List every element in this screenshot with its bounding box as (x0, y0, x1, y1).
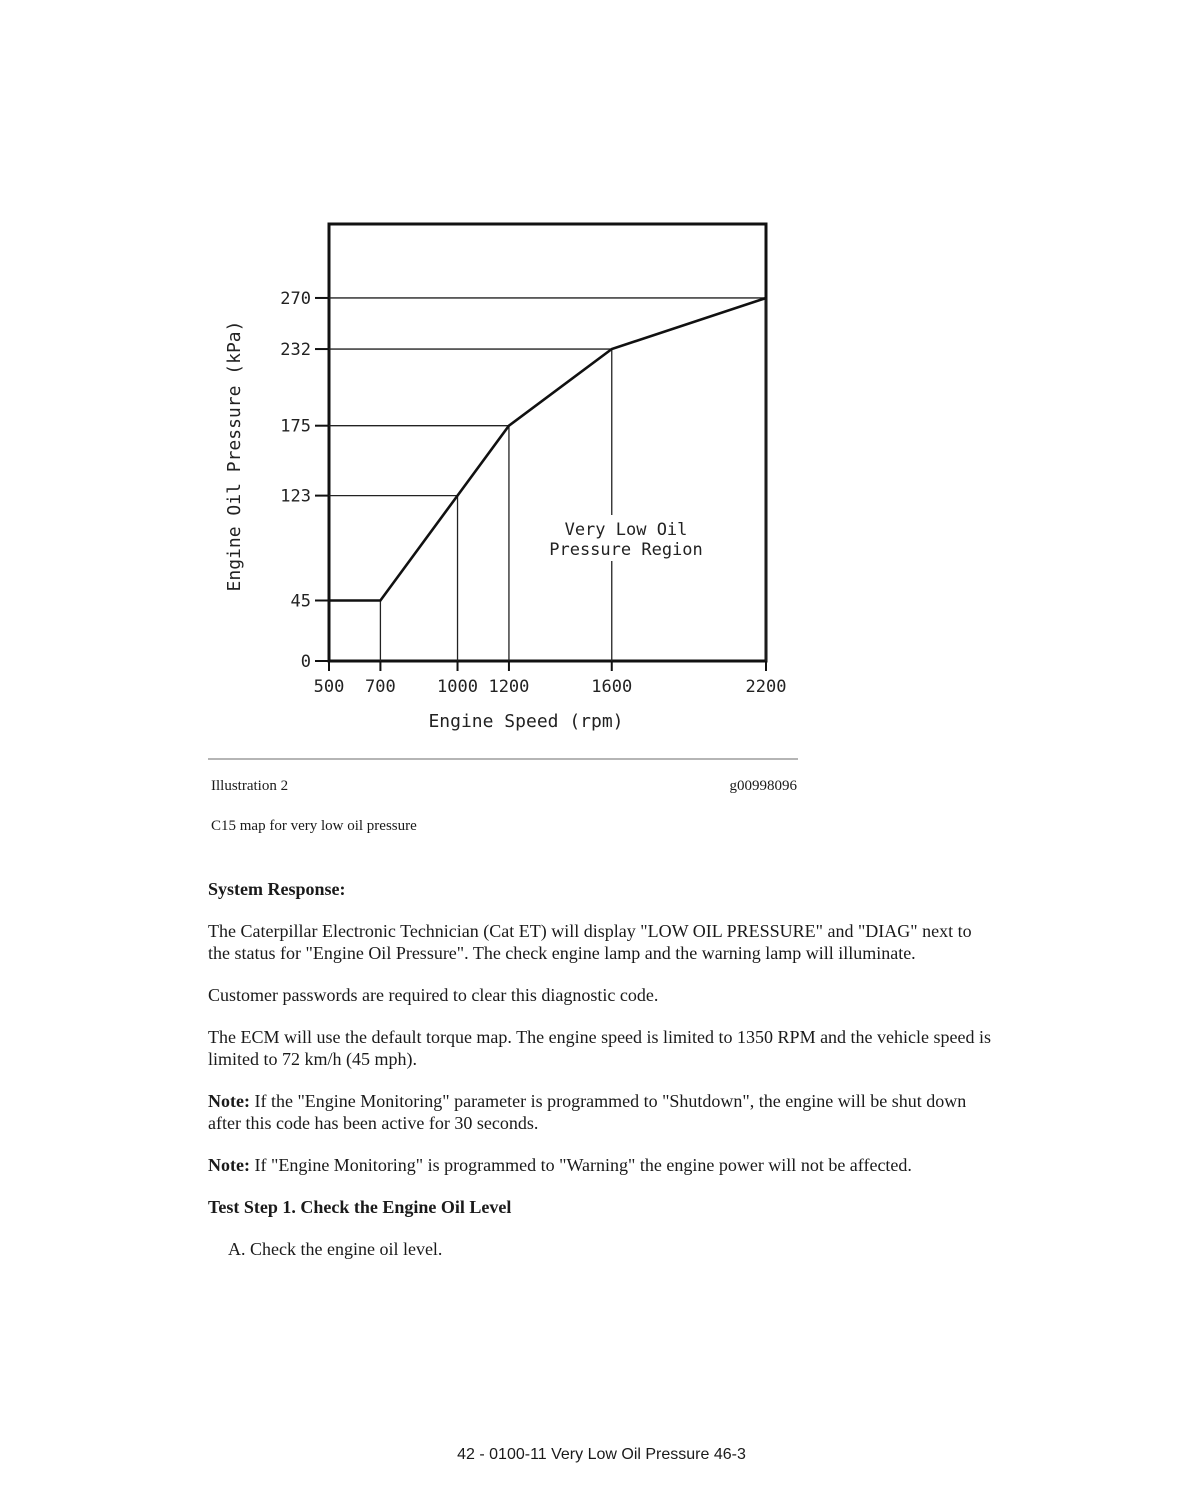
step-a: A. Check the engine oil level. (228, 1239, 443, 1259)
note-warning (208, 1154, 998, 1176)
paragraph-ecm-torque-map: The ECM will use the default torque map. The engine speed is limited to 1350 RPM and the vehicle speed is limited to 72 km/h (45 mph). (208, 1027, 992, 1069)
region-label-line: Pressure Region (549, 540, 703, 560)
note-label: Note: (208, 1091, 250, 1111)
region-label-line: Very Low Oil (564, 520, 688, 540)
note-shutdown (208, 1090, 998, 1134)
y-tick-label: 232 (280, 340, 311, 361)
page-footer: 42 - 0100-11 Very Low Oil Pressure 46-3 (457, 1446, 746, 1463)
plot-frame (329, 224, 766, 661)
y-tick-label: 45 (290, 591, 311, 612)
y-tick-label: 123 (280, 486, 311, 507)
note-text: If "Engine Monitoring" is programmed to "Warning" the engine power will not be affected. (249, 1155, 912, 1175)
x-tick-label: 1000 (437, 677, 479, 697)
y-axis-label: Engine Oil Pressure (kPa) (224, 320, 245, 592)
x-tick-label: 1200 (488, 677, 530, 697)
test-step-heading: Test Step 1. Check the Engine Oil Level (208, 1197, 512, 1217)
document-body (208, 878, 998, 1260)
paragraph-customer-passwords: Customer passwords are required to clear this diagnostic code. (208, 985, 659, 1005)
illustration-label: Illustration 2 (211, 778, 289, 794)
note-text: If the "Engine Monitoring" parameter is programmed to "Shutdown", the engine will be shut down after this code has been active for 30 seconds. (208, 1091, 967, 1133)
x-tick-label: 2200 (745, 677, 787, 697)
x-tick-label: 500 (313, 677, 345, 697)
illustration-code: g00998096 (729, 778, 797, 794)
system-response-heading: System Response: (208, 879, 346, 899)
y-tick-label: 0 (300, 652, 311, 672)
figure-caption: C15 map for very low oil pressure (211, 818, 417, 834)
note-label: Note: (208, 1155, 250, 1175)
x-tick-label: 700 (365, 677, 396, 697)
x-tick-label: 1600 (591, 677, 633, 697)
figure-divider (208, 758, 798, 760)
x-axis-label: Engine Speed (rpm) (428, 711, 624, 732)
paragraph-cat-et-display: The Caterpillar Electronic Technician (Cat ET) will display "LOW OIL PRESSURE" and "DIAG" next to the status for "Engine Oil Pressure". The check engine lamp and the warning lamp will illuminate. (208, 921, 972, 963)
y-tick-label: 175 (280, 416, 311, 437)
y-tick-label: 270 (280, 288, 311, 309)
